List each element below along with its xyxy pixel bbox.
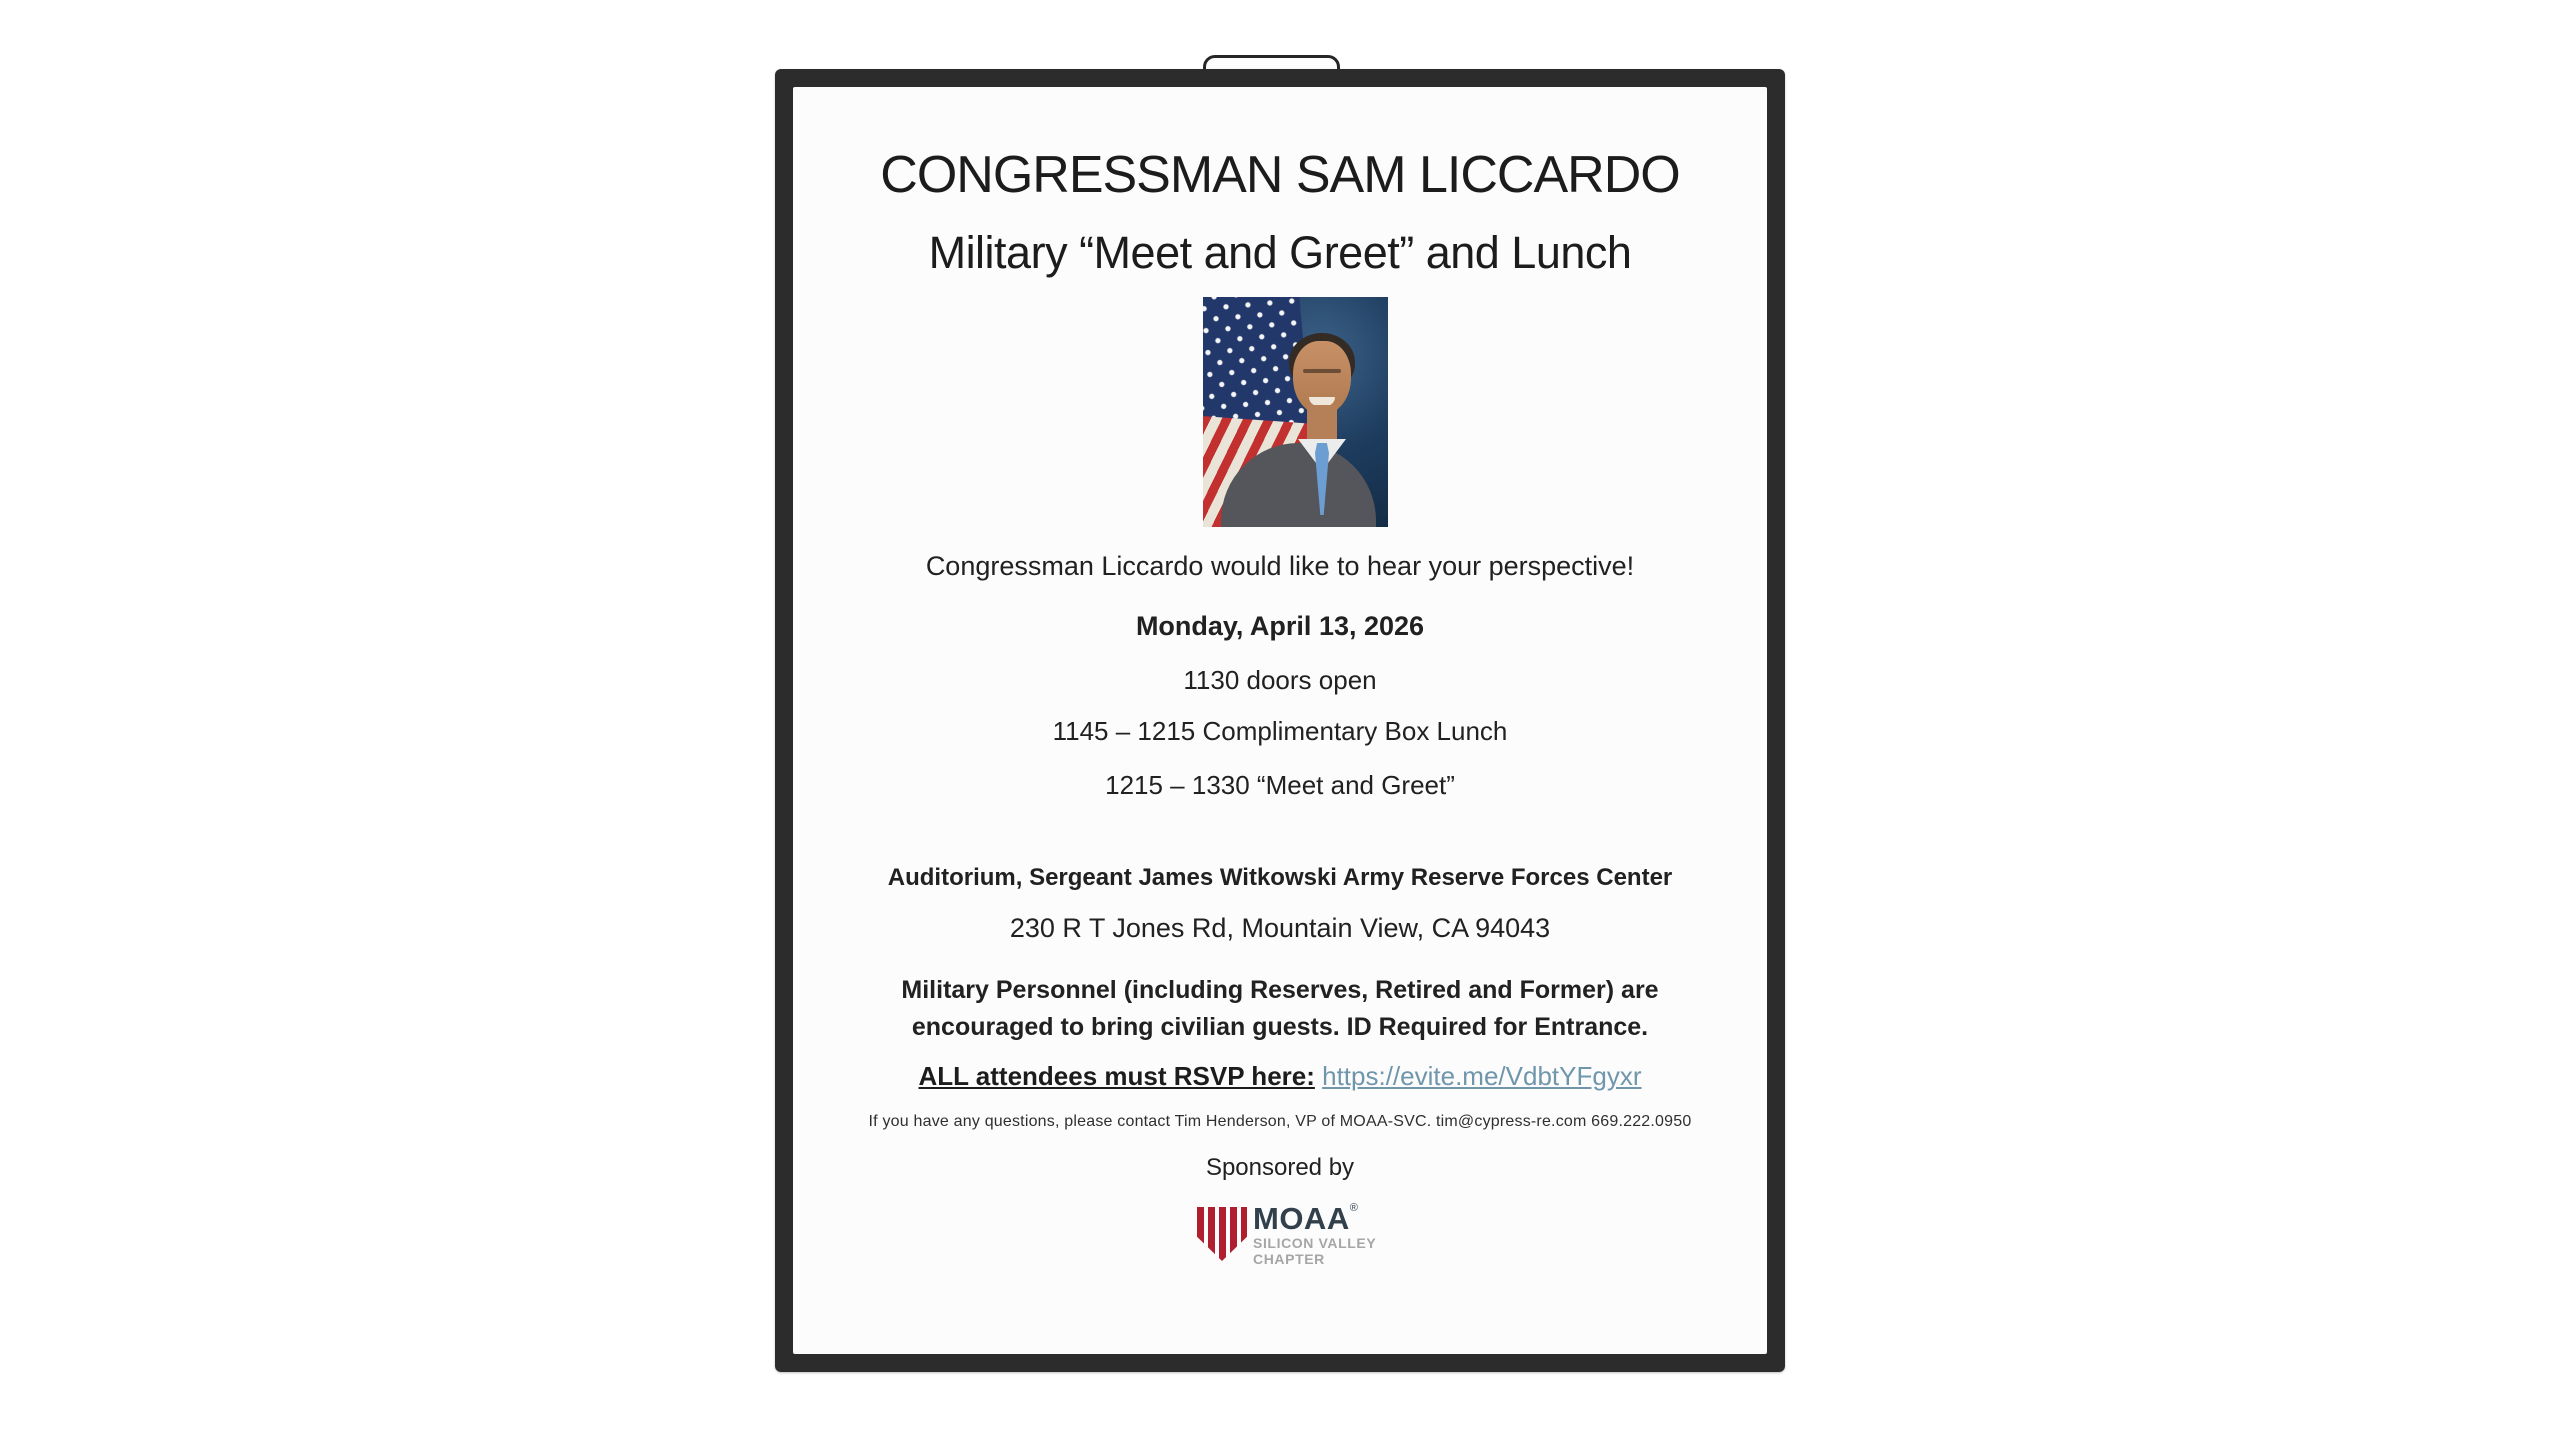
document-viewer-frame	[775, 69, 1785, 1372]
venue-name: Auditorium, Sergeant James Witkowski Army Reserve Forces Center	[887, 864, 1673, 891]
contact-note: If you have any questions, please contact Tim Henderson, VP of MOAA-SVC. tim@cypress-re.com 669.222.0950	[868, 1113, 1692, 1130]
flyer-title: CONGRESSMAN SAM LICCARDO	[880, 146, 1680, 204]
congressman-portrait-photo	[1203, 297, 1388, 527]
sponsored-by-label: Sponsored by	[1205, 1154, 1355, 1181]
moaa-chapter-line1: SILICON VALLEY	[1253, 1235, 1377, 1251]
venue-address: 230 R T Jones Rd, Mountain View, CA 94043	[1009, 913, 1551, 943]
rsvp-line	[793, 1063, 1767, 1089]
event-date: Monday, April 13, 2026	[1135, 611, 1425, 641]
intro-text: Congressman Liccardo would like to hear your perspective!	[925, 551, 1635, 581]
registered-trademark-mark: ®	[1349, 1202, 1358, 1214]
schedule-item-doors: 1130 doors open	[1183, 665, 1377, 695]
moaa-logo-name: MOAA	[1253, 1201, 1350, 1236]
flyer-subtitle: Military “Meet and Greet” and Lunch	[928, 227, 1632, 278]
moaa-chapter-line2: CHAPTER	[1253, 1251, 1325, 1267]
rsvp-label: ALL attendees must RSVP here:	[918, 1061, 1315, 1091]
guest-policy-text: Military Personnel (including Reserves, Retired and Former) are encouraged to bring civilian guests. ID Required for Entrance.	[901, 976, 1659, 1041]
rsvp-link[interactable]: https://evite.me/VdbtYFgyxr	[1322, 1061, 1642, 1091]
moaa-shield-icon	[1197, 1207, 1247, 1261]
moaa-chapter-logo	[1197, 1203, 1387, 1269]
schedule-item-lunch: 1145 – 1215 Complimentary Box Lunch	[1052, 716, 1508, 746]
schedule-item-meet-greet: 1215 – 1330 “Meet and Greet”	[1105, 770, 1455, 800]
flyer-page	[793, 87, 1767, 1354]
